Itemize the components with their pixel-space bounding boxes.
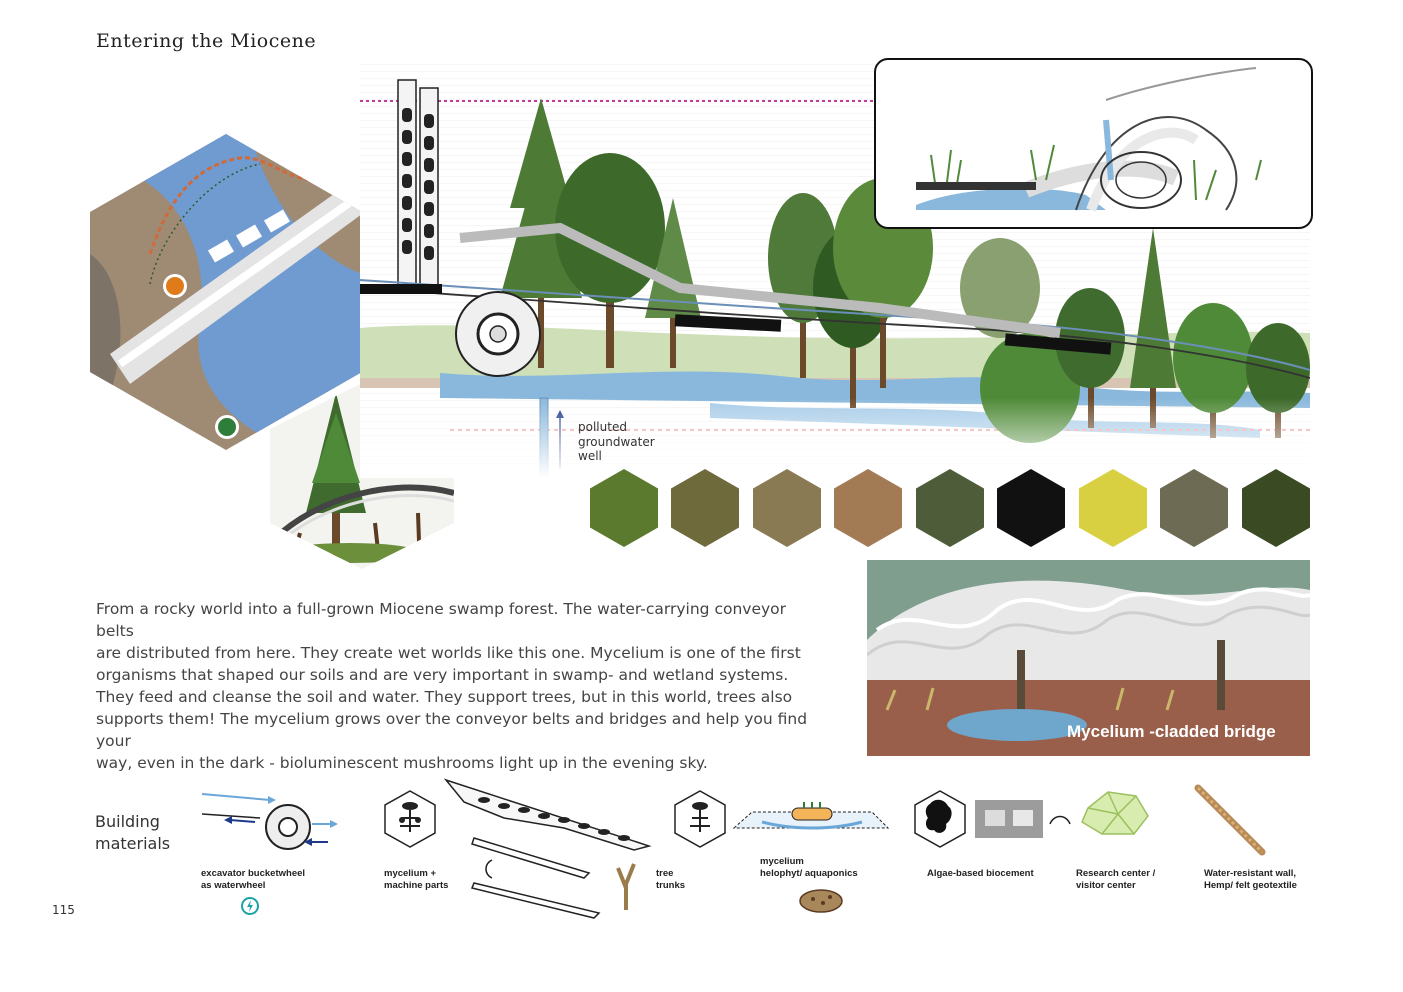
material-label-tree-trunks bbox=[656, 868, 685, 892]
species-hexagon-fire-salamander bbox=[1242, 469, 1310, 547]
material-label-hemp-wall bbox=[1204, 868, 1297, 892]
species-hexagon-newt bbox=[1079, 469, 1147, 547]
material-label-line: Algae-based biocement bbox=[927, 868, 1034, 879]
helophyt-hex-icon bbox=[674, 790, 726, 848]
mycelium-brick-icon bbox=[798, 888, 844, 914]
photo-caption: Mycelium -cladded bridge bbox=[1067, 722, 1276, 741]
tree-trunk-icon bbox=[614, 862, 638, 912]
well-label bbox=[578, 420, 655, 464]
biocement-sample-icon bbox=[975, 800, 1043, 838]
material-label-mycelium-machine bbox=[384, 868, 448, 892]
material-label-line: trunks bbox=[656, 880, 686, 891]
material-label-line: Hemp/ felt geotextile bbox=[1204, 880, 1297, 891]
aquaponics-icon bbox=[732, 802, 892, 832]
material-label-line: Research center / bbox=[1076, 868, 1156, 879]
material-label-line: as waterwheel bbox=[201, 880, 266, 891]
waterwheel-bridge-inset bbox=[874, 58, 1313, 229]
page-title: Entering the Miocene bbox=[96, 30, 317, 52]
building-materials-title-line-1: Building bbox=[95, 812, 160, 831]
material-label-line: Water-resistant wall, bbox=[1204, 868, 1297, 879]
material-label-line: mycelium + bbox=[384, 868, 437, 879]
body-paragraph bbox=[96, 598, 826, 774]
building-materials-title-line-2: materials bbox=[95, 834, 171, 853]
species-hexagon-bat bbox=[997, 469, 1065, 547]
body-line: supports them! The mycelium grows over the conveyor belts and bridges and help you find your bbox=[96, 710, 808, 750]
mycelium-bridge-photo bbox=[867, 560, 1310, 756]
material-label-line: mycelium bbox=[760, 856, 804, 867]
material-label-excavator bbox=[201, 868, 305, 892]
material-label-biocement bbox=[927, 868, 1034, 880]
material-label-line: helophyt/ aquaponics bbox=[760, 868, 858, 879]
well-label-line-2: groundwater bbox=[578, 434, 655, 449]
species-hexagon-otter bbox=[916, 469, 984, 547]
species-hexagon-tree-frog bbox=[1160, 469, 1228, 547]
well-label-line-1: polluted bbox=[578, 420, 627, 434]
material-label-line: machine parts bbox=[384, 880, 449, 891]
body-line: They feed and cleanse the soil and water. They support trees, but in this world, trees also bbox=[96, 688, 793, 706]
research-center-icon bbox=[1078, 788, 1150, 838]
species-hexagon-kingfisher bbox=[753, 469, 821, 547]
hemp-rope-icon bbox=[1194, 784, 1268, 858]
species-hexagon-badger bbox=[671, 469, 739, 547]
material-label-research-center bbox=[1076, 868, 1155, 892]
well-label-line-3: well bbox=[578, 449, 602, 463]
species-hexagon-green-woodpecker bbox=[590, 469, 658, 547]
body-line: way, even in the dark - bioluminescent mushrooms light up in the evening sky. bbox=[96, 754, 708, 772]
body-line: organisms that shaped our soils and are very important in swamp- and wetland systems. bbox=[96, 666, 789, 684]
biocement-hex-icon bbox=[914, 790, 966, 848]
material-label-line: visitor center bbox=[1076, 880, 1136, 891]
building-materials-title bbox=[95, 811, 170, 855]
material-label-line: excavator bucketwheel bbox=[201, 868, 306, 879]
link-arc-icon bbox=[1048, 812, 1072, 826]
mycelium-hex-icon bbox=[384, 790, 436, 848]
species-hexagon-eagle-owl bbox=[834, 469, 902, 547]
page-number: 115 bbox=[52, 903, 75, 917]
body-line: From a rocky world into a full-grown Miocene swamp forest. The water-carrying conveyor belts bbox=[96, 600, 787, 640]
excavator-waterwheel-icon bbox=[200, 782, 340, 852]
energy-icon bbox=[240, 896, 260, 916]
material-label-helophyt bbox=[760, 856, 858, 880]
material-label-line: tree bbox=[656, 868, 674, 879]
body-line: are distributed from here. They create wet worlds like this one. Mycelium is one of the first bbox=[96, 644, 801, 662]
